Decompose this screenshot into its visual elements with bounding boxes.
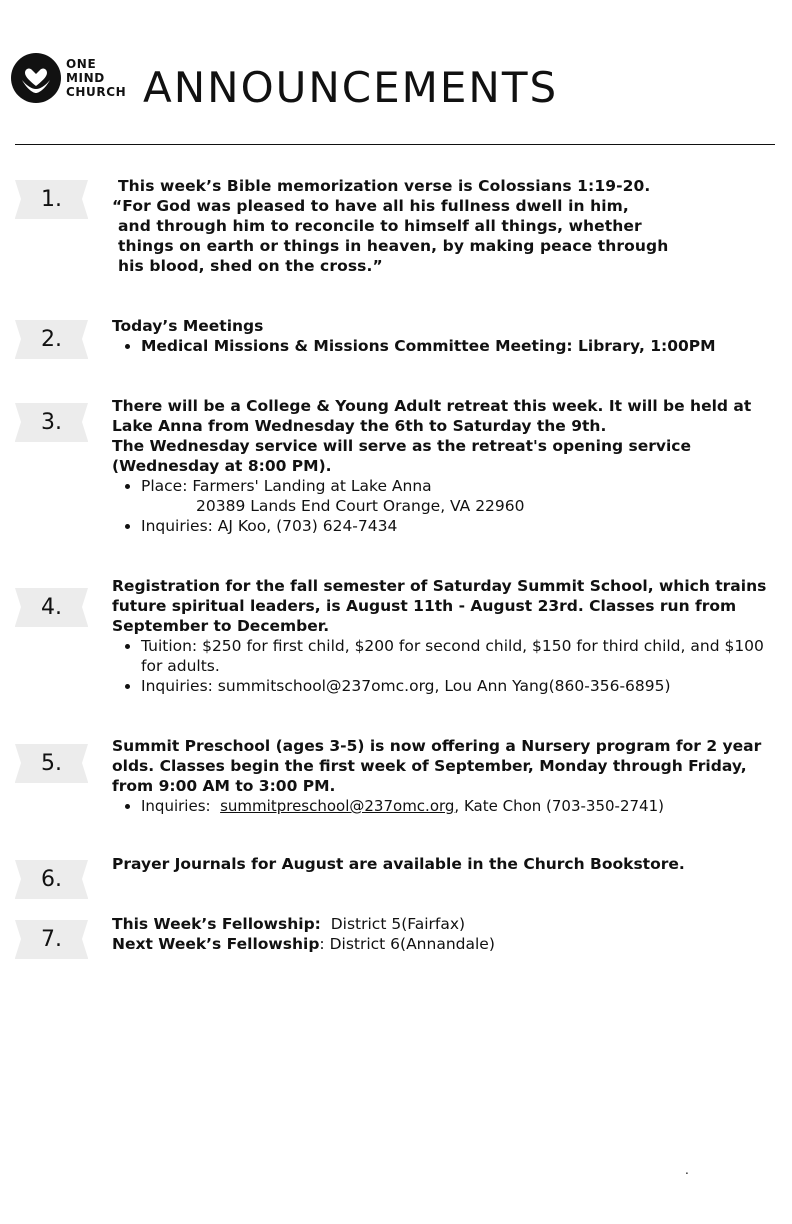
list-item: • Medical Missions & Missions Committee Meeting: Library, 1:00PM [141, 336, 772, 356]
logo-wordmark [66, 57, 126, 99]
announcement-2 [112, 316, 772, 356]
item-number-badge [15, 403, 88, 442]
item-number: 6. [41, 866, 62, 892]
next-week-fellowship [112, 934, 772, 954]
item-number-badge [15, 744, 88, 783]
item-number-badge [15, 180, 88, 219]
place-address: 20389 Lands End Court Orange, VA 22960 [196, 497, 525, 515]
item-number: 4. [41, 594, 62, 620]
logo-line-one: ONE [66, 57, 97, 71]
header [0, 0, 792, 150]
announcement-7 [112, 914, 772, 954]
footer-mark: . [685, 1163, 689, 1177]
preschool-paragraph: Summit Preschool (ages 3-5) is now offering a Nursery program for 2 year olds. Classes begin the first week of September, Monday through Friday, from 9:00 AM to 3:00 PM. [112, 737, 762, 795]
announcement-6 [112, 854, 772, 874]
meetings-heading: Today’s Meetings [112, 317, 264, 335]
inquiries-contact: , Kate Chon (703-350-2741) [454, 797, 664, 815]
announcement-1 [112, 176, 772, 276]
retreat-paragraph: The Wednesday service will serve as the retreat's opening service (Wednesday at 8:00 PM). [112, 437, 691, 475]
list-item: • Tuition: $250 for first child, $200 for second child, $150 for third child, and $100 for adults. [141, 636, 772, 676]
item-number: 7. [41, 926, 62, 952]
item-number: 3. [41, 409, 62, 435]
list-item: • Inquiries: AJ Koo, (703) 624-7434 [141, 516, 772, 536]
logo-line-mind: MIND [66, 71, 105, 85]
meetings-list [112, 336, 772, 356]
church-logo-icon [11, 53, 61, 103]
place-line: Place: Farmers' Landing at Lake Anna [141, 477, 432, 495]
announcement-5 [112, 736, 772, 816]
verse-line: “For God was pleased to have all his fullness dwell in him, [112, 197, 629, 215]
header-divider [15, 144, 775, 145]
fellowship-value: : District 6(Annandale) [319, 935, 495, 953]
inquiries-label: Inquiries: [141, 797, 211, 815]
logo-line-church: CHURCH [66, 85, 127, 99]
item-number: 1. [41, 186, 62, 212]
list-item: • Inquiries: summitschool@237omc.org, Lou Ann Yang(860-356-6895) [141, 676, 772, 696]
verse-line: and through him to reconcile to himself all things, whether [118, 217, 642, 235]
fellowship-label: This Week’s Fellowship: [112, 915, 321, 933]
item-number: 2. [41, 326, 62, 352]
verse-intro: This week’s Bible memorization verse is Colossians 1:19-20. [118, 177, 651, 195]
registration-details [112, 636, 772, 696]
fellowship-label: Next Week’s Fellowship [112, 935, 320, 953]
retreat-paragraph: There will be a College & Young Adult retreat this week. It will be held at Lake Anna from Wednesday the 6th to Saturday the 9th. [112, 397, 752, 435]
announcement-4 [112, 576, 772, 696]
prayer-journal-note: Prayer Journals for August are available in the Church Bookstore. [112, 855, 685, 873]
item-number-badge [15, 920, 88, 959]
this-week-fellowship [112, 914, 772, 934]
preschool-email-link[interactable]: summitpreschool@237omc.org [220, 797, 455, 815]
item-number-badge [15, 860, 88, 899]
preschool-details [112, 796, 772, 816]
list-item [141, 476, 772, 516]
verse-line: things on earth or things in heaven, by making peace through [118, 237, 669, 255]
registration-paragraph: Registration for the fall semester of Saturday Summit School, which trains future spiritual leaders, is August 11th - August 23rd. Classes run from September to December. [112, 577, 767, 635]
page-title: ANNOUNCEMENTS [143, 63, 559, 112]
item-number: 5. [41, 750, 62, 776]
item-number-badge [15, 588, 88, 627]
item-number-badge [15, 320, 88, 359]
verse-line: his blood, shed on the cross.” [118, 257, 383, 275]
retreat-details [112, 476, 772, 536]
fellowship-value: District 5(Fairfax) [330, 915, 466, 933]
list-item [141, 796, 772, 816]
announcement-3 [112, 396, 772, 536]
